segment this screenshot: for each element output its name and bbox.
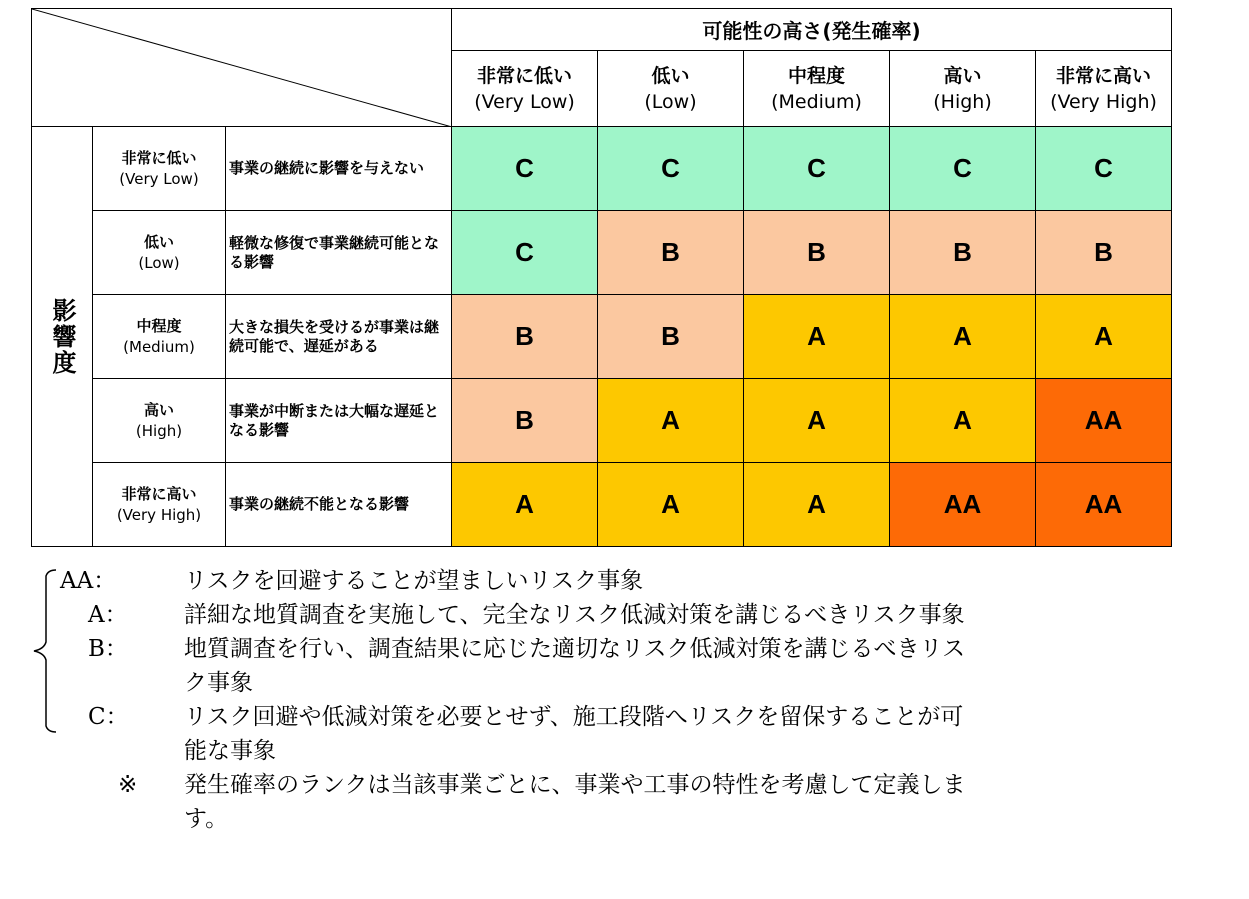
probability-level-header [598, 51, 744, 127]
legend-brace [0, 564, 60, 764]
legend-text: す。 [184, 806, 229, 832]
risk-rating-cell: B [452, 295, 598, 379]
impact-level-description: 事業の継続不能となる影響 [226, 463, 452, 547]
risk-rating-cell: C [452, 127, 598, 211]
legend-text: リスクを回避することが望ましいリスク事象 [184, 568, 644, 594]
risk-rating-cell: B [1036, 211, 1172, 295]
corner-diagonal [32, 9, 452, 127]
impact-level-description: 事業が中断または大幅な遅延となる影響 [226, 379, 452, 463]
impact-axis-title [32, 127, 93, 547]
risk-rating-cell: C [1036, 127, 1172, 211]
risk-rating-cell: A [890, 379, 1036, 463]
legend-key: A： [88, 602, 128, 628]
impact-level-en: (Very Low) [119, 169, 199, 188]
impact-level-en: (Low) [138, 253, 180, 272]
impact-level-en: (High) [135, 421, 183, 440]
risk-rating-cell: AA [1036, 463, 1172, 547]
corner-cell [32, 9, 452, 127]
impact-level-name [93, 463, 226, 547]
risk-rating-cell: B [744, 211, 890, 295]
impact-level-name [93, 127, 226, 211]
probability-level-jp: 中程度 [787, 64, 845, 87]
risk-rating-cell: A [598, 463, 744, 547]
impact-level-jp: 非常に高い [121, 484, 197, 503]
risk-rating-cell: B [890, 211, 1036, 295]
probability-level-header [1036, 51, 1172, 127]
impact-level-description: 大きな損失を受けるが事業は継続可能で、遅延がある [226, 295, 452, 379]
risk-rating-cell: C [452, 211, 598, 295]
legend-key: B： [88, 636, 128, 662]
legend-text: 詳細な地質調査を実施して、完全なリスク低減対策を講じるべきリスク事象 [184, 602, 965, 628]
probability-level-jp: 高い [943, 64, 982, 87]
impact-level-en: (Medium) [123, 337, 195, 356]
impact-level-name [93, 379, 226, 463]
legend-text: 発生確率のランクは当該事業ごとに、事業や工事の特性を考慮して定義しま [184, 772, 966, 798]
impact-level-name [93, 211, 226, 295]
legend-text: 能な事象 [184, 738, 276, 764]
risk-rating-cell: A [1036, 295, 1172, 379]
risk-rating-cell: B [598, 295, 744, 379]
risk-rating-cell: AA [890, 463, 1036, 547]
probability-level-jp: 非常に高い [1055, 64, 1151, 87]
risk-rating-cell: A [452, 463, 598, 547]
probability-level-en: (Low) [644, 90, 697, 113]
risk-rating-cell: AA [1036, 379, 1172, 463]
impact-level-en: (Very High) [116, 505, 202, 524]
impact-level-description: 事業の継続に影響を与えない [226, 127, 452, 211]
legend-key: ※ [118, 772, 138, 798]
probability-level-jp: 非常に低い [476, 64, 572, 87]
impact-row [32, 211, 1172, 295]
risk-rating-cell: A [598, 379, 744, 463]
probability-level-en: (Very High) [1050, 90, 1157, 113]
impact-level-description: 軽微な修復で事業継続可能となる影響 [226, 211, 452, 295]
impact-row [32, 379, 1172, 463]
impact-level-jp: 中程度 [136, 316, 182, 335]
probability-level-en: (High) [933, 90, 992, 113]
probability-level-en: (Very Low) [474, 90, 575, 113]
risk-rating-cell: C [890, 127, 1036, 211]
legend-key: C： [88, 704, 129, 730]
impact-level-jp: 高い [143, 400, 174, 419]
probability-level-jp: 低い [651, 64, 690, 87]
impact-row [32, 127, 1172, 211]
legend-text: 地質調査を行い、調査結果に応じた適切なリスク低減対策を講じるべきリス [184, 636, 966, 662]
probability-level-en: (Medium) [771, 90, 862, 113]
impact-level-jp: 低い [143, 232, 174, 251]
impact-axis-text: 影響度 [48, 297, 76, 376]
legend-text: リスク回避や低減対策を必要とせず、施工段階へリスクを留保することが可 [184, 704, 964, 730]
risk-matrix-table [31, 8, 1172, 547]
probability-level-header [744, 51, 890, 127]
risk-rating-cell: C [744, 127, 890, 211]
risk-rating-cell: C [598, 127, 744, 211]
risk-rating-cell: A [744, 379, 890, 463]
legend-key: AA： [60, 568, 117, 594]
impact-level-jp: 非常に低い [121, 148, 197, 167]
risk-rating-cell: A [744, 295, 890, 379]
risk-rating-cell: A [744, 463, 890, 547]
risk-rating-cell: B [598, 211, 744, 295]
legend-text: ク事象 [184, 670, 253, 696]
probability-axis-title: 可能性の高さ(発生確率) [452, 9, 1172, 51]
probability-level-header [452, 51, 598, 127]
impact-row [32, 463, 1172, 547]
risk-rating-cell: A [890, 295, 1036, 379]
probability-level-header [890, 51, 1036, 127]
risk-rating-cell: B [452, 379, 598, 463]
impact-row [32, 295, 1172, 379]
impact-level-name [93, 295, 226, 379]
